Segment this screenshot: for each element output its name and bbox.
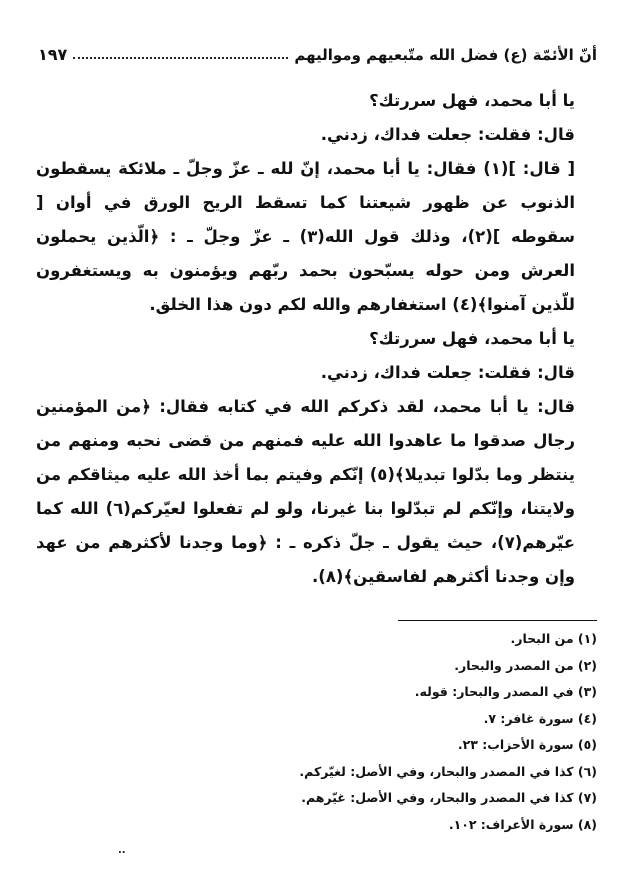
footnote-divider xyxy=(398,620,597,621)
page-number: ١٩٧ xyxy=(38,45,68,64)
footnote: (٨) سورة الأعراف: ١٠٢. xyxy=(448,816,597,832)
paragraph: قال: فقلت: جعلت فداك، زدني. xyxy=(320,125,575,144)
footnote: (٢) من المصدر والبحار. xyxy=(454,657,597,673)
footnote: (٣) في المصدر والبحار: قوله. xyxy=(414,684,597,699)
footnote: (٧) كذا في المصدر والبحار، وفي الأصل: غيّرهم. xyxy=(301,790,597,805)
footnote: (٤) سورة غافر: ٧. xyxy=(483,710,597,726)
dotted-leader xyxy=(73,57,288,59)
main-text xyxy=(36,84,597,594)
footnote: (١) من البحار. xyxy=(510,631,597,646)
footnotes xyxy=(60,626,597,838)
footnote: (٥) سورة الأحزاب: ٢٣. xyxy=(457,737,597,752)
footnote: (٦) كذا في المصدر والبحار، وفي الأصل: لغيّركم. xyxy=(299,763,597,779)
paragraph: قال: يا أبا محمد، لقد ذكركم الله في كتابه فقال: ﴿من المؤمنين رجال صدقوا ما عاهدوا الله عليه فمنهم من قضى نحبه ومنهم من ينتظر وما بدّلوا تبديلا﴾(٥) إنّكم وفيتم بما أخذ الله عليه ميثاقكم من ولايتنا، وإنّكم لم تبدّلوا بنا غيرنا، ولو لم تفعلوا لعيّركم(٦) الله كما عيّرهم(٧)، حيث يقول ـ جلّ ذكره ـ : ﴿وما وجدنا لأكثرهم من عهد وإن وجدنا أكثرهم لفاسقين﴾(٨). xyxy=(36,397,576,586)
paragraph: يا أبا محمد، فهل سررتك؟ xyxy=(369,91,575,110)
paragraph: [ قال: ](١) فقال: يا أبا محمد، إنّ لله ـ عزّ وجلّ ـ ملائكة يسقطون الذنوب عن ظهور شيعتنا كما تسقط الريح الورق في أوان [ سقوطه ](٢)، وذلك قول الله(٣) ـ عزّ وجلّ ـ : ﴿الّذين يحملون العرش ومن حوله يسبّحون بحمد ربّهم ويؤمنون به ويستغفرون للّذين آمنوا﴾(٤) استغفارهم والله لكم دون هذا الخلق. xyxy=(36,159,575,314)
running-header xyxy=(38,40,597,64)
paragraph: يا أبا محمد، فهل سررتك؟ xyxy=(369,329,575,348)
running-title: أنّ الأئمّة (ع) فضل الله متّبعيهم ومواليهم xyxy=(294,46,597,64)
page-bottom-mark: .. xyxy=(118,845,126,856)
paragraph: قال: فقلت: جعلت فداك، زدني. xyxy=(320,363,575,382)
